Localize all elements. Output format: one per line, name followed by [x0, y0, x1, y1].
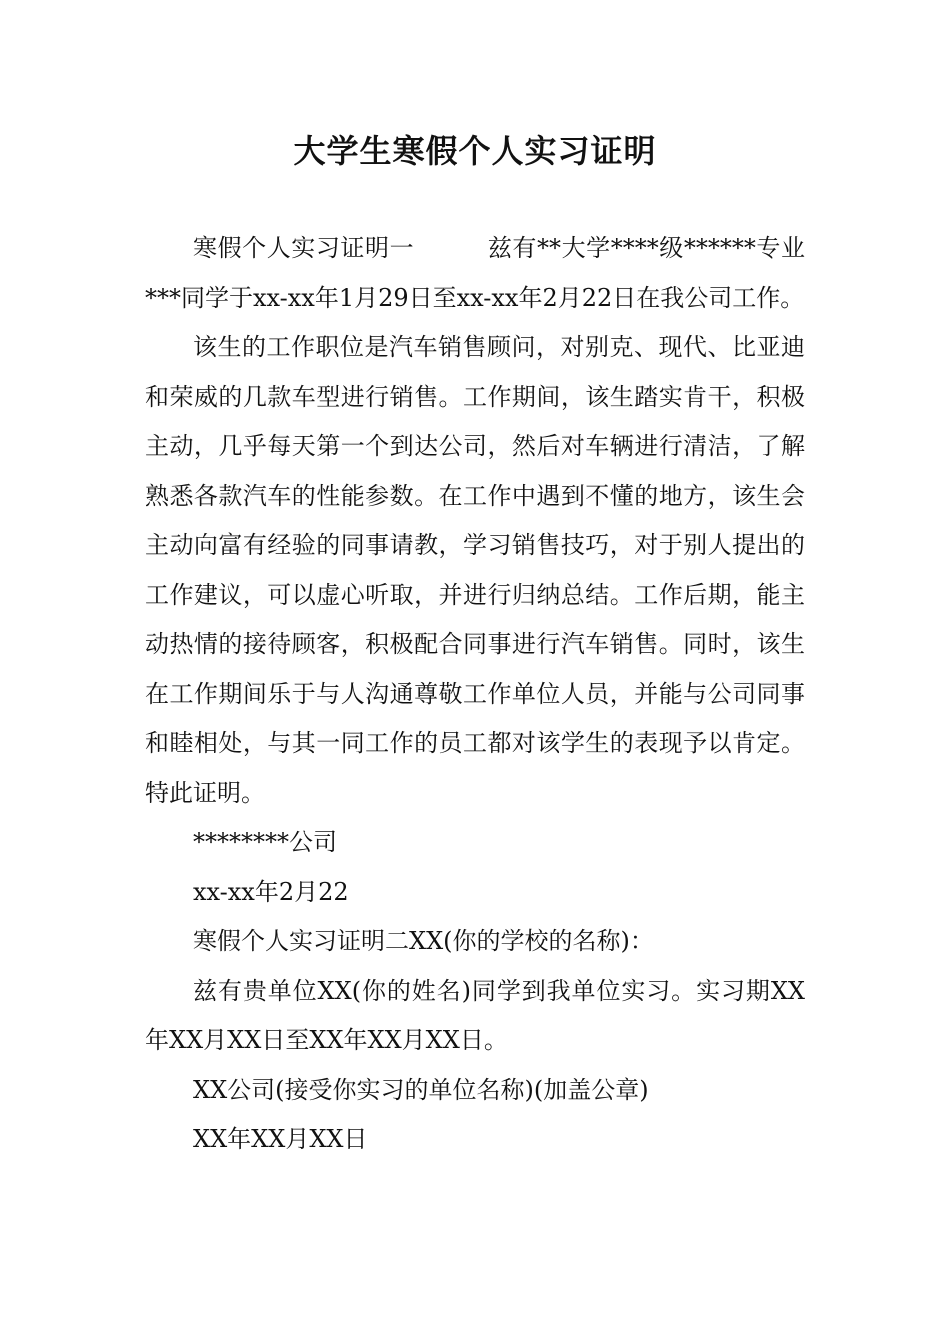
- document-title: 大学生寒假个人实习证明: [293, 132, 657, 170]
- company-seal-line: XX公司(接受你实习的单位名称)(加盖公章): [193, 1075, 649, 1104]
- signature-date: xx-xx年2月22: [193, 877, 349, 906]
- company-signature: ********公司: [193, 828, 337, 856]
- paragraph-certificate-two-body: 兹有贵单位XX(你的姓名)同学到我单位实习。实习期XX年XX月XX日至XX年XX月XX日。: [145, 976, 805, 1054]
- certificate-two-date: XX年XX月XX日: [193, 1125, 368, 1153]
- paragraph-work-description: 该生的工作职位是汽车销售顾问，对别克、现代、比亚迪和荣威的几款车型进行销售。工作期间，该生踏实肯干，积极主动，几乎每天第一个到达公司，然后对车辆进行清洁，了解熟悉各款汽车的性能参数。在工作中遇到不懂的地方，该生会主动向富有经验的同事请教，学习销售技巧，对于别人提出的工作建议，可以虚心听取，并进行归纳总结。工作后期，能主动热情的接待顾客，积极配合同事进行汽车销售。同时，该生在工作期间乐于与人沟通尊敬工作单位人员，并能与公司同事和睦相处，与其一同工作的员工都对该学生的表现予以肯定。特此证明。: [145, 333, 805, 807]
- paragraph-certificate-one-intro: 寒假个人实习证明一 兹有**大学****级******专业***同学于xx-xx年1月29日至xx-xx年2月22日在我公司工作。: [145, 234, 805, 312]
- paragraph-certificate-two-heading: 寒假个人实习证明二XX(你的学校的名称)：: [193, 927, 654, 955]
- document-body: [145, 224, 805, 1165]
